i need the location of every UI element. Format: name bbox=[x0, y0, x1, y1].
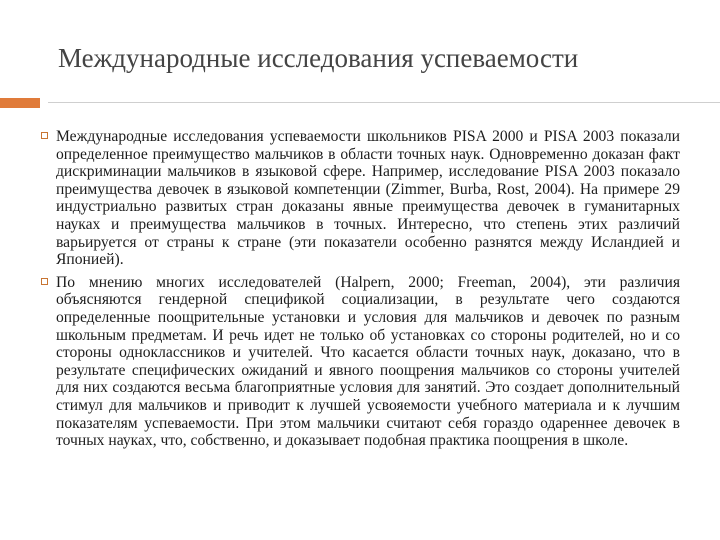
square-bullet-icon bbox=[41, 278, 48, 285]
paragraph-2-text: По мнению многих исследователей (Halpern, 2000; Freeman, 2004), эти различия объясняются гендерной спецификой социализации, в результате чего создаются определенные поощрительные установки и условия для мальчиков и девочек по разным школьным предметам. И речь идет не только об установках со стороны родителей, но и со стороны одноклассников и учителей. Что касается области точных наук, доказано, что в результате специфических ожиданий и явного поощрения мальчиков со стороны учителей для них создаются весьма благоприятные условия для занятий. Это создает дополнительный стимул для мальчиков и приводит к лучшей усвояемости учебного материала и к лучшим показателям успеваемости. При этом мальчики считают себя гораздо одареннее девочек в точных науках, что, собственно, и доказывает подобная практика поощрения в школе. bbox=[56, 273, 680, 450]
paragraph-1-text: Международные исследования успеваемости школьников PISA 2000 и PISA 2003 показали определенное преимущество мальчиков в области точных наук. Одновременно доказан факт дискриминации мальчиков в языковой сфере. Например, исследование PISA 2003 показало преимущества девочек в языковой компетенции (Zimmer, Burba, Rost, 2004). На примере 29 индустриально развитых стран доказаны явные преимущества девочек в гуманитарных науках и преимущества мальчиков в точных. Интересно, что степень этих различий варьируется от страны к стране (эти показатели особенно разнятся между Исландией и Японией). bbox=[56, 128, 680, 269]
title-divider bbox=[48, 102, 720, 103]
slide-title: Международные исследования успеваемости bbox=[58, 43, 579, 73]
square-bullet-icon bbox=[41, 132, 48, 139]
accent-bar bbox=[0, 98, 40, 108]
paragraph-2 bbox=[56, 274, 680, 450]
body-text bbox=[56, 128, 680, 455]
paragraph-1 bbox=[56, 128, 680, 269]
